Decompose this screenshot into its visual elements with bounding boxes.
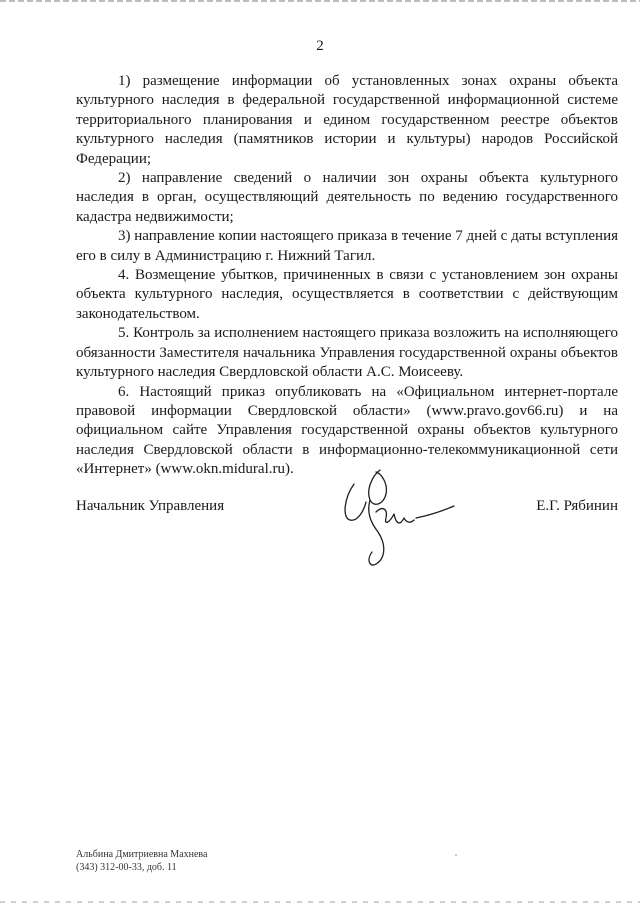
handwritten-signature [336, 462, 466, 582]
paragraph-item-3: 3) направление копии настоящего приказа в течение 7 дней с даты вступления его в силу в Администрацию г. Нижний Тагил. [76, 228, 618, 264]
document-body [76, 72, 618, 480]
paragraph-clause-4: 4. Возмещение убытков, причиненных в связи с установлением зон охраны объекта культурного наследия, осуществляется в соответствии с действующим законодательством. [76, 267, 618, 322]
bottom-dotted-rule [0, 901, 640, 903]
page-number: 2 [316, 38, 324, 54]
signer-title: Начальник Управления [76, 498, 225, 514]
paragraph-item-1: 1) размещение информации об установленных зонах охраны объекта культурного наследия в федеральной государственной информационной системе территориального планирования и едином государственном реестре объектов культурного наследия (памятников истории и культуры) народов Российской Федерации; [76, 73, 618, 167]
top-dotted-rule [0, 0, 640, 2]
executor-name: Альбина Дмитриевна Махнева [76, 849, 208, 860]
paragraph-clause-5: 5. Контроль за исполнением настоящего приказа возложить на исполняющего обязанности Заместителя начальника Управления государственной охраны объектов культурного наследия Свердловской области А.С. Моисееву. [76, 325, 618, 381]
signer-name: Е.Г. Рябинин [536, 498, 618, 514]
executor-phone: (343) 312-00-33, доб. 11 [76, 861, 177, 873]
paragraph-item-2: 2) направление сведений о наличии зон охраны объекта культурного наследия в орган, осуществляющий деятельность по ведению государственного кадастра недвижимости; [76, 170, 618, 225]
scan-speck [455, 854, 457, 856]
executor-info [76, 849, 207, 874]
paragraph-clause-6: 6. Настоящий приказ опубликовать на «Официальном интернет-портале правовой информации Свердловской области» (www.pravo.gov66.ru) и на официальном сайте Управления государственной охраны объектов культурного наследия Свердловской области в информационно-телекоммуникационной сети «Интернет» (www.okn.midural.ru). [76, 383, 618, 478]
